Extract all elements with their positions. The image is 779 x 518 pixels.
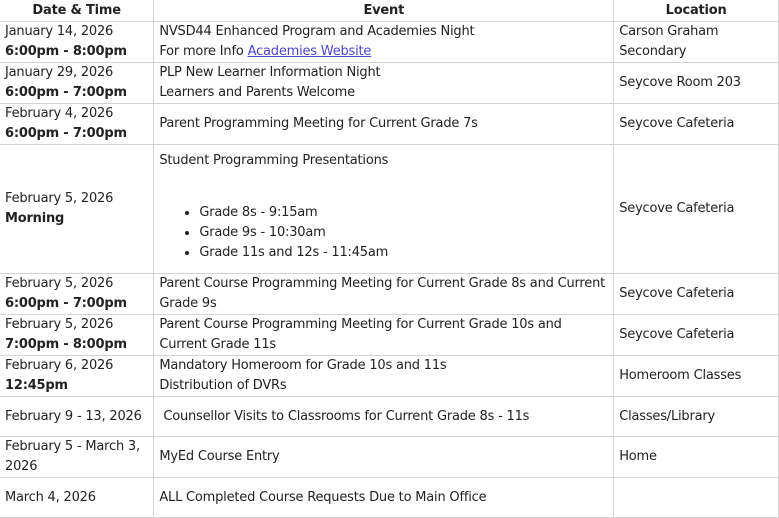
location-cell: Seycove Room 203	[614, 63, 779, 104]
table-row	[0, 356, 779, 397]
table-row	[0, 145, 779, 274]
event-time: 6:00pm - 8:00pm	[5, 44, 127, 59]
date-cell	[0, 356, 154, 397]
header-location: Location	[614, 0, 779, 22]
event-cell	[154, 22, 614, 63]
date-cell: February 5 - March 3, 2026	[0, 437, 154, 478]
event-subtitle: Learners and Parents Welcome	[159, 85, 355, 100]
header-event: Event	[154, 0, 614, 22]
header-row	[0, 0, 779, 22]
event-subtitle	[159, 42, 608, 62]
location-cell: Seycove Cafeteria	[614, 104, 779, 145]
event-cell	[154, 356, 614, 397]
location-cell	[614, 22, 779, 63]
list-item: • Grade 11s and 12s - 11:45am	[199, 243, 608, 263]
academies-website-link[interactable]: Academies Website	[247, 44, 372, 59]
event-cell: Parent Course Programming Meeting for Current Grade 10s and Current Grade 11s	[154, 315, 614, 356]
event-date: February 6, 2026	[5, 358, 114, 373]
event-cell: MyEd Course Entry	[154, 437, 614, 478]
location-cell: Seycove Cafeteria	[614, 315, 779, 356]
event-date: February 4, 2026	[5, 106, 114, 121]
event-time: Morning	[5, 211, 65, 226]
date-cell	[0, 315, 154, 356]
event-date: January 29, 2026	[5, 65, 114, 80]
table-row	[0, 397, 779, 437]
event-time: 6:00pm - 7:00pm	[5, 85, 127, 100]
event-date: January 14, 2026	[5, 24, 114, 39]
location-line: Carson Graham	[619, 24, 719, 39]
date-cell: March 4, 2026	[0, 478, 154, 518]
event-time: 7:00pm - 8:00pm	[5, 337, 127, 352]
date-cell	[0, 63, 154, 104]
event-time: 12:45pm	[5, 378, 68, 393]
table-row	[0, 437, 779, 478]
location-cell: Seycove Cafeteria	[614, 145, 779, 274]
table-row	[0, 274, 779, 315]
table-row	[0, 63, 779, 104]
event-date: February 5, 2026	[5, 317, 114, 332]
date-cell	[0, 274, 154, 315]
table-row	[0, 478, 779, 518]
event-title: Student Programming Presentations	[159, 153, 389, 168]
date-cell	[0, 104, 154, 145]
event-cell: ALL Completed Course Requests Due to Main Office	[154, 478, 614, 518]
event-title: NVSD44 Enhanced Program and Academies Night	[159, 24, 475, 39]
location-cell: Homeroom Classes	[614, 356, 779, 397]
location-line: Secondary	[619, 44, 687, 59]
event-title: PLP New Learner Information Night	[159, 65, 381, 80]
table-row	[0, 22, 779, 63]
list-item: • Grade 8s - 9:15am	[199, 203, 608, 223]
event-date: February 5, 2026	[5, 191, 114, 206]
event-title: Mandatory Homeroom for Grade 10s and 11s	[159, 358, 447, 373]
event-subtitle: Distribution of DVRs	[159, 378, 287, 393]
presentation-list	[159, 203, 608, 263]
date-cell	[0, 145, 154, 274]
event-info-prefix: For more Info	[159, 44, 244, 59]
event-cell: Parent Programming Meeting for Current Grade 7s	[154, 104, 614, 145]
event-cell	[154, 63, 614, 104]
event-time: 6:00pm - 7:00pm	[5, 296, 127, 311]
header-date: Date & Time	[0, 0, 154, 22]
date-cell	[0, 22, 154, 63]
date-cell: February 9 - 13, 2026	[0, 397, 154, 437]
event-time: 6:00pm - 7:00pm	[5, 126, 127, 141]
event-cell: Parent Course Programming Meeting for Current Grade 8s and Current Grade 9s	[154, 274, 614, 315]
event-cell: Counsellor Visits to Classrooms for Current Grade 8s - 11s	[154, 397, 614, 437]
location-cell: Home	[614, 437, 779, 478]
list-item: • Grade 9s - 10:30am	[199, 223, 608, 243]
event-cell	[154, 145, 614, 274]
location-cell	[614, 478, 779, 518]
table-row	[0, 315, 779, 356]
location-cell: Seycove Cafeteria	[614, 274, 779, 315]
event-date: February 5, 2026	[5, 276, 114, 291]
location-cell: Classes/Library	[614, 397, 779, 437]
table-row	[0, 104, 779, 145]
